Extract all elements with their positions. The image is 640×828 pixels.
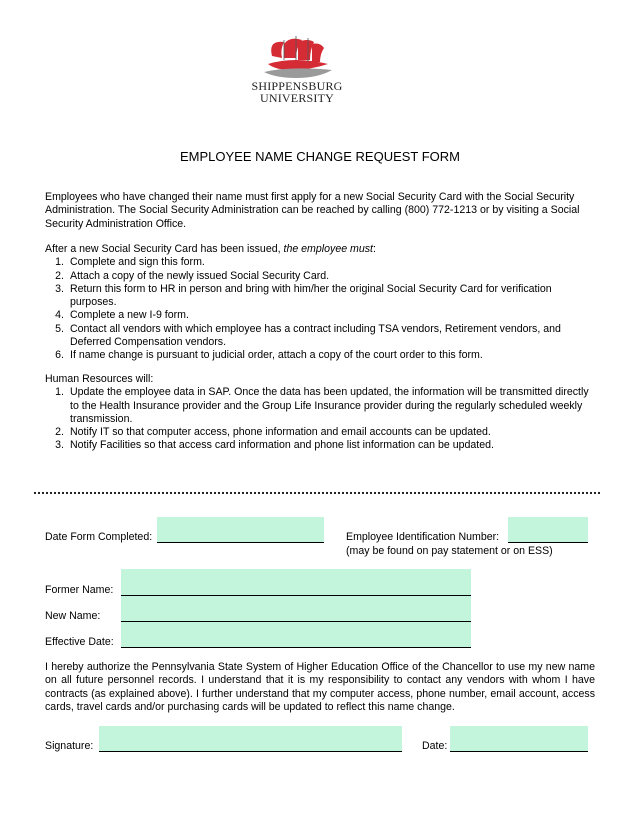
former-name-underline — [121, 595, 471, 596]
new-name-underline — [121, 621, 471, 622]
list-item: 3. Return this form to HR in person and bring with him/her the original Social Security Card for verification purposes. — [55, 282, 552, 309]
hr-steps-section — [45, 373, 595, 453]
ship-icon — [264, 36, 332, 78]
lead-text: After a new Social Security Card has been issued, — [45, 243, 281, 255]
logo-line1: SHIPPENSBURG — [251, 79, 343, 93]
signature-field[interactable] — [99, 726, 402, 752]
former-name-label: Former Name: — [45, 584, 114, 596]
signature-label: Signature: — [45, 740, 94, 752]
list-item: 3. Notify Facilities so that access card information and phone list information can be updated. — [55, 439, 494, 452]
list-item: 5. Contact all vendors with which employee has a contract including TSA vendors, Retirement vendors, and Deferred Compensation vendors. — [55, 322, 561, 349]
logo-line2: UNIVERSITY — [260, 91, 334, 105]
date-underline — [450, 751, 588, 752]
effective-date-label: Effective Date: — [45, 636, 114, 648]
list-item: 1. Complete and sign this form. — [55, 256, 205, 269]
list-item: 2. Attach a copy of the newly issued Social Security Card. — [55, 269, 330, 282]
logo-wordmark — [242, 80, 352, 104]
date-completed-underline — [157, 542, 324, 543]
new-name-label: New Name: — [45, 610, 101, 622]
date-completed-label: Date Form Completed: — [45, 531, 153, 543]
employee-steps-section — [45, 243, 595, 363]
intro-paragraph: Employees who have changed their name must first apply for a new Social Security Card with the Social Security Administration. The Social Security Administration can be reached by calling (800) 772-1213 or by visiting a Social Security Administration Office. — [45, 191, 580, 230]
former-name-field[interactable] — [121, 578, 471, 596]
page-title: EMPLOYEE NAME CHANGE REQUEST FORM — [179, 149, 461, 164]
employee-steps-lead — [45, 243, 595, 256]
authorization-paragraph: I hereby authorize the Pennsylvania State System of Higher Education Office of the Chancellor to use my new name on all future personnel records. I understand that it is my responsibility to contact any vendors with whom I have contracts (as explained above). I further understand that my computer access, phone number, email account, access cards, travel cards and/or purchasing cards will be updated to reflect this name change. — [45, 661, 595, 713]
section-divider — [34, 492, 600, 494]
date-label: Date: — [422, 740, 448, 752]
employee-id-underline — [508, 542, 588, 543]
date-field[interactable] — [450, 726, 588, 752]
signature-underline — [99, 751, 402, 752]
effective-date-field[interactable] — [121, 630, 471, 648]
lead-colon: : — [373, 243, 376, 255]
hr-steps-lead: Human Resources will: — [45, 373, 154, 385]
list-item: 1. Update the employee data in SAP. Once the data has been updated, the information will be transmitted directly to the Health Insurance provider and the Group Life Insurance provider during the regularly scheduled weekly transmission. — [55, 386, 589, 425]
employee-id-label: Employee Identification Number: — [346, 531, 500, 543]
list-item: 6. If name change is pursuant to judicial order, attach a copy of the court order to this form. — [55, 349, 483, 362]
list-item: 4. Complete a new I-9 form. — [55, 309, 189, 322]
lead-emphasis: the employee must — [283, 243, 374, 255]
list-item: 2. Notify IT so that computer access, phone information and email accounts can be updated. — [55, 426, 491, 439]
employee-id-field[interactable] — [508, 517, 588, 543]
employee-id-note: (may be found on pay statement or on ESS) — [346, 545, 553, 557]
date-completed-field[interactable] — [157, 517, 324, 543]
new-name-field[interactable] — [121, 604, 471, 622]
hr-steps-list — [50, 386, 590, 452]
effective-date-underline — [121, 647, 471, 648]
employee-steps-list — [50, 256, 590, 362]
